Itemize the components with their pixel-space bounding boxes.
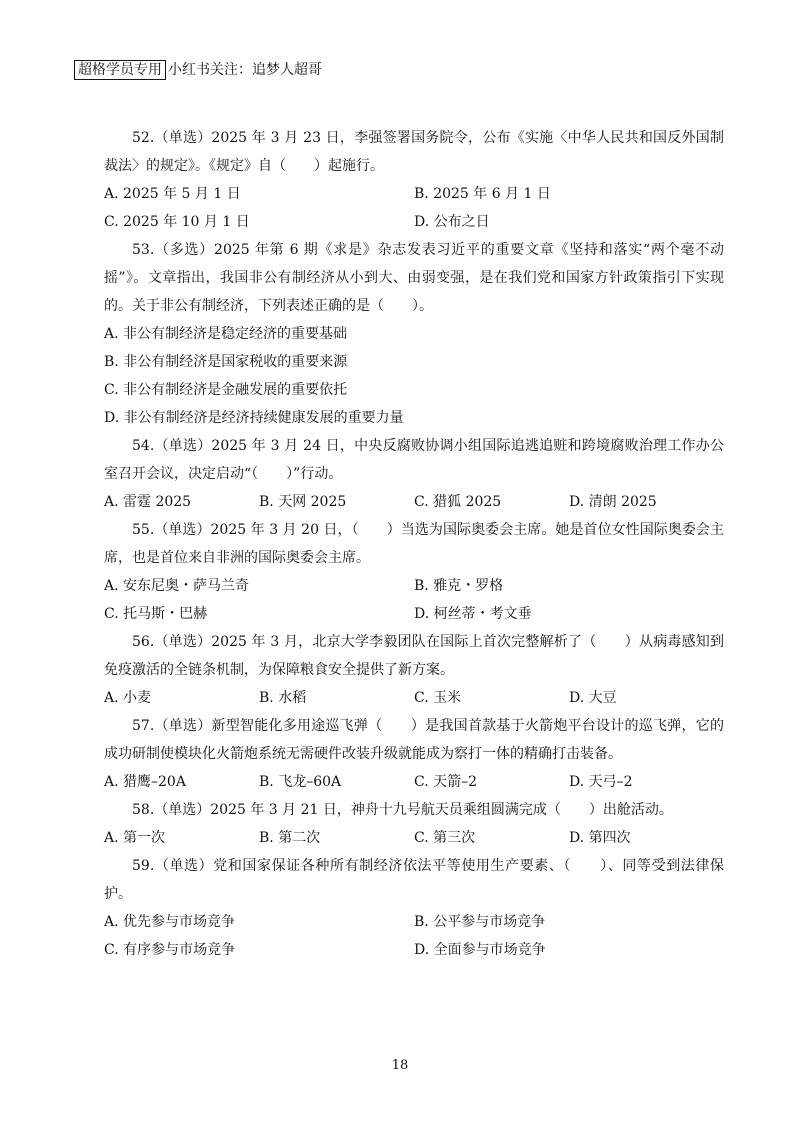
option: B. 天网 2025: [259, 494, 347, 510]
option: A. 2025 年 5 月 1 日: [104, 186, 241, 202]
option: B. 雅克・罗格: [414, 578, 504, 594]
option: D. 柯丝蒂・考文垂: [414, 606, 532, 622]
student-only-tag: 超格学员专用: [74, 60, 166, 80]
option: D. 第四次: [569, 830, 631, 846]
option: B. 2025 年 6 月 1 日: [414, 186, 551, 202]
option: B. 第二次: [259, 830, 321, 846]
option: A. 小麦: [104, 690, 152, 706]
question-block: [104, 628, 724, 712]
option: D. 清朗 2025: [569, 494, 657, 510]
option: D. 非公有制经济是经济持续健康发展的重要力量: [104, 410, 404, 426]
question-stem: 57.（单选）新型智能化多用途巡飞弹（ ）是我国首款基于火箭炮平台设计的巡飞弹，它的成功研制使模块化火箭炮系统无需硬件改装升级就能成为察打一体的精确打击装备。: [104, 718, 724, 762]
option: C. 猎狐 2025: [414, 494, 502, 510]
question-stem: 53.（多选）2025 年第 6 期《求是》杂志发表习近平的重要文章《坚持和落实“两个毫不动摇”》。文章指出，我国非公有制经济从小到大、由弱变强，是在我们党和国家方针政策指引下实现的。关于非公有制经济，下列表述正确的是（ ）。: [104, 242, 724, 314]
option: B. 公平参与市场竞争: [414, 914, 546, 930]
page-number: 18: [391, 1058, 409, 1073]
question-stem: 55.（单选）2025 年 3 月 20 日，（ ）当选为国际奥委会主席。她是首位女性国际奥委会主席，也是首位来自非洲的国际奥委会主席。: [104, 522, 724, 566]
option: A. 优先参与市场竞争: [104, 914, 236, 930]
question-block: [104, 124, 724, 236]
question-block: [104, 516, 724, 628]
question-block: [104, 432, 724, 516]
question-list: [104, 124, 724, 964]
option-group: [104, 488, 724, 516]
option-group: [104, 768, 724, 796]
page-header: [74, 60, 322, 80]
question-block: [104, 796, 724, 852]
question-stem: 52.（单选）2025 年 3 月 23 日，李强签署国务院令，公布《实施〈中华人民共和国反外国制裁法〉的规定》。《规定》自（ ）起施行。: [104, 130, 724, 174]
option-group: [104, 824, 724, 852]
option: B. 水稻: [259, 690, 307, 706]
option: A. 安东尼奥・萨马兰奇: [104, 578, 250, 594]
option: D. 天弓–2: [569, 774, 633, 790]
option: C. 天箭–2: [414, 774, 478, 790]
option: C. 有序参与市场竞争: [104, 942, 236, 958]
option: C. 2025 年 10 月 1 日: [104, 214, 250, 230]
question-block: [104, 852, 724, 964]
option: A. 雷霆 2025: [104, 494, 192, 510]
option: B. 飞龙–60A: [259, 774, 342, 790]
option-group: [104, 320, 724, 432]
option-group: [104, 180, 724, 236]
question-stem: 59.（单选）党和国家保证各种所有制经济依法平等使用生产要素、（ ）、同等受到法律保护。: [104, 858, 724, 902]
option-group: [104, 684, 724, 712]
option: D. 公布之日: [414, 214, 490, 230]
option: C. 玉米: [414, 690, 462, 706]
option: B. 非公有制经济是国家税收的重要来源: [104, 354, 348, 370]
option: C. 托马斯・巴赫: [104, 606, 208, 622]
question-stem: 56.（单选）2025 年 3 月，北京大学李毅团队在国际上首次完整解析了（ ）从病毒感知到免疫激活的全链条机制，为保障粮食安全提供了新方案。: [104, 634, 724, 678]
option: A. 第一次: [104, 830, 166, 846]
option: A. 非公有制经济是稳定经济的重要基础: [104, 326, 348, 342]
option: C. 第三次: [414, 830, 476, 846]
option-group: [104, 572, 724, 628]
question-block: [104, 236, 724, 432]
option: C. 非公有制经济是金融发展的重要依托: [104, 382, 348, 398]
option: D. 全面参与市场竞争: [414, 942, 546, 958]
header-note: 小红书关注：追梦人超哥: [168, 62, 322, 78]
option-group: [104, 908, 724, 964]
option: A. 猎鹰–20A: [104, 774, 186, 790]
option: D. 大豆: [569, 690, 617, 706]
question-stem: 54.（单选）2025 年 3 月 24 日，中央反腐败协调小组国际追逃追赃和跨境腐败治理工作办公室召开会议，决定启动“（ ）”行动。: [104, 438, 724, 482]
question-block: [104, 712, 724, 796]
question-stem: 58.（单选）2025 年 3 月 21 日，神舟十九号航天员乘组圆满完成（ ）出舱活动。: [132, 802, 673, 818]
